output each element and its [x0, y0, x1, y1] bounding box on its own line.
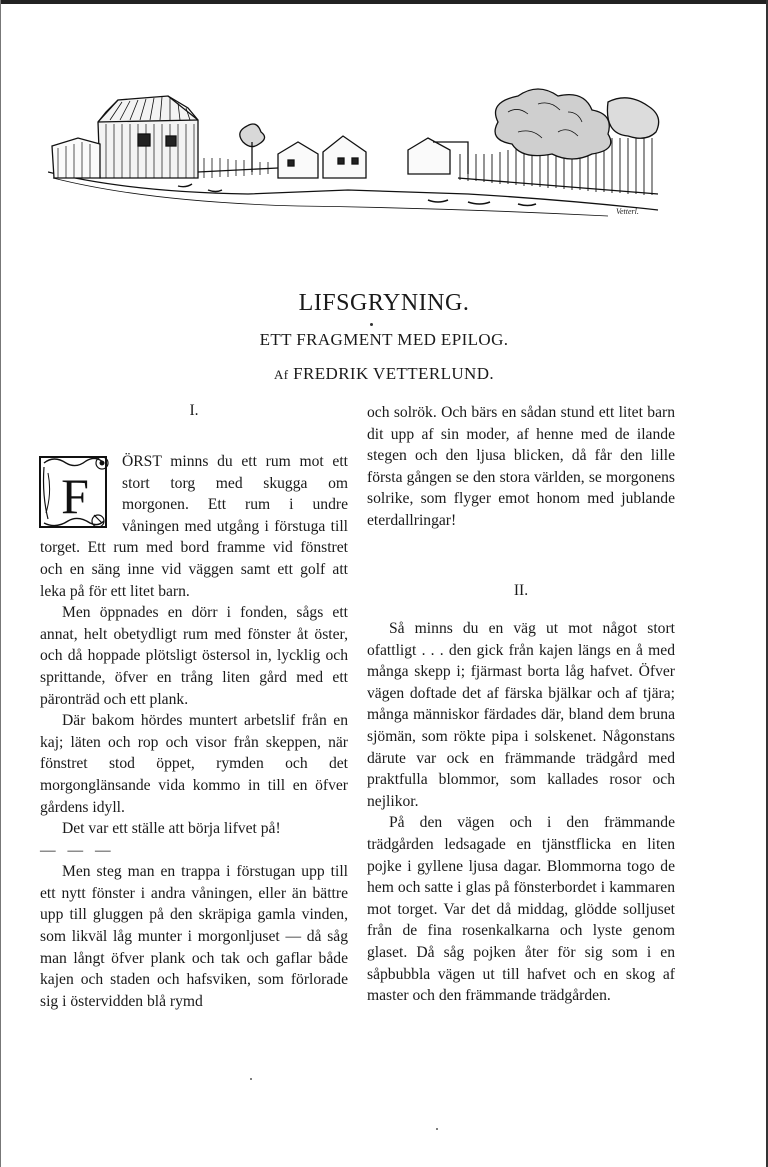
paragraph-7: På den vägen och i den främmande trädgården ledsagade en tjänstflicka en liten pojke i gyllene ljusa dagar. Blommorna togo de hem och satte i glas på fönsterbordet i kammaren mot torget. Var det då middag, glödde solljuset från de fina rosenkalkarna och lyste genom glaset. Då såg pojken åter för sig som i en såpbubbla vägen ut till hafvet och en skog af master och den främmande trädgården. [367, 814, 675, 1005]
paragraph-4: Det var ett ställe att börja lifvet på! [62, 820, 281, 838]
left-column [40, 451, 348, 1012]
section-separator: — — — [40, 841, 115, 859]
author-name: FREDRIK VETTERLUND. [293, 364, 495, 383]
paragraph-5-continuation: och solrök. Och bärs en sådan stund ett litet barn dit upp af sin moder, af henne med de ilande stegen och den ljusa blicken, då får den lille första gången se den stora världen, se morgonens solrike, som flyger emot honom med jublande eterdallringar! [367, 404, 675, 529]
print-speck [250, 1078, 252, 1080]
title-ornament-dot [370, 323, 373, 326]
dropcap-letter: F [61, 468, 89, 524]
paragraph-5: Men steg man en trappa i förstugan upp till ett nytt fönster i andra våningen, eller än bättre upp till gluggen på den skräpiga gamla vinden, som likväl låg munter i morgonljuset — då såg man långt öfver plank och tak och gaflar både kajen och staden och hafsviken, som förlorade sig i östervidden blå rymd [40, 863, 348, 1010]
right-column [367, 402, 675, 532]
paragraph-1: ÖRST minns du ett rum mot ett stort torg med skugga om morgonen. Ett rum i undre våningen med utgång i förstuga till torget. Ett rum med bord framme vid fönstret och en säng inne vid väggen samt ett golf att leka på för ett litet barn. [40, 453, 348, 600]
subtitle: ETT FRAGMENT MED EPILOG. [259, 330, 509, 349]
print-speck [436, 1128, 438, 1130]
page-title: LIFSGRYNING. [298, 290, 470, 316]
paragraph-6: Så minns du en väg ut mot något stort ofattligt . . . den gick från kajen längs en å med många skepp i; fjärmast borta låg hafvet. Öfver vägen doftade det af färska bjälkar och af tjära; många människor färdades där, bland dem bruna sjömän, som rökte pipa i solskenet. Någonstans därute var ock en främmande trädgård med praktfulla blommor, som kallades rosor och nejlikor. [367, 620, 675, 810]
author-prefix: Af [273, 367, 289, 382]
header-vignette-illustration [48, 82, 664, 222]
author-line [0, 364, 768, 384]
section-2-body [367, 618, 675, 1007]
paragraph-3: Där bakom hördes muntert arbetslif från en kaj; läten och rop och visor från skeppen, när fönstret stod öppet, rymden och det morgonglänsande vida kommo in till en öfver gårdens idyll. [40, 712, 348, 816]
section-heading-1: I. [189, 402, 199, 419]
vignette-signature: Vetterl. [616, 207, 639, 216]
ornamental-dropcap [38, 453, 114, 533]
section-heading-2: II. [513, 582, 529, 599]
top-border [0, 0, 768, 4]
paragraph-2: Men öppnades en dörr i fonden, sågs ett annat, helt obetydligt rum med fönster åt öster, och då hoppade plötsligt östersol in, lycklig och sprittande, öfver en trång liten gård med ett päronträd och ett plank. [40, 604, 348, 708]
left-border [0, 0, 1, 1167]
